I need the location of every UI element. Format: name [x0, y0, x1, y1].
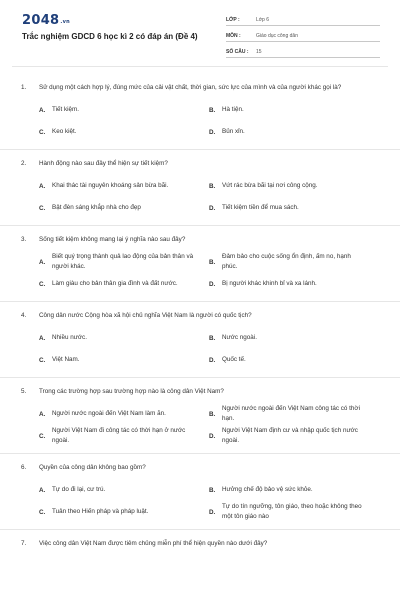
option-d[interactable]: [209, 425, 379, 447]
question-text: Việc công dân Việt Nam được tiêm chủng miễn phí thể hiện quyền nào dưới đây?: [39, 540, 268, 547]
meta-row-class: [226, 13, 380, 26]
option-text: Bị người khác khinh bỉ và xa lánh.: [222, 280, 317, 287]
site-logo[interactable]: [22, 13, 70, 28]
document-title: Trắc nghiệm GDCD 6 học kì 2 có đáp án (Đề 4): [22, 32, 198, 41]
option-letter: B.: [209, 486, 216, 494]
meta-label: MÔN :: [226, 33, 241, 39]
option-text: Người Việt Nam định cư và nhập quốc tịch nước ngoài.: [222, 427, 358, 444]
option-letter: D.: [209, 356, 216, 364]
option-d[interactable]: [209, 501, 379, 523]
meta-value: Giáo dục công dân: [256, 33, 298, 39]
question-number: 2.: [21, 160, 27, 167]
logo-sub-text: .vn: [60, 19, 71, 25]
option-text: Biết quý trọng thành quả lao động của bản thân và người khác.: [52, 253, 194, 270]
option-text: Hà tiện.: [222, 106, 244, 113]
option-letter: C.: [39, 508, 46, 516]
meta-value: Lớp 6: [256, 17, 270, 23]
option-b[interactable]: [209, 327, 379, 349]
option-text: Hưởng chế độ bảo vệ sức khỏe.: [222, 486, 313, 493]
option-letter: A.: [39, 410, 46, 418]
option-a[interactable]: [39, 251, 209, 273]
question-number: 6.: [21, 464, 27, 471]
option-a[interactable]: [39, 327, 209, 349]
option-letter: C.: [39, 204, 46, 212]
document-meta: [226, 13, 380, 61]
option-letter: C.: [39, 128, 46, 136]
question-1: [0, 74, 400, 149]
option-letter: B.: [209, 410, 216, 418]
question-text: Công dân nước Cộng hòa xã hội chủ nghĩa Việt Nam là người có quốc tịch?: [39, 312, 252, 319]
option-text: Người Việt Nam đi công tác có thời hạn ở nước ngoài.: [52, 427, 186, 444]
document-header: [0, 0, 400, 66]
option-text: Keo kiệt.: [52, 128, 77, 135]
question-text: Sống tiết kiệm không mang lại ý nghĩa nào sau đây?: [39, 236, 186, 243]
option-c[interactable]: [39, 121, 209, 143]
option-text: Tiết kiệm.: [52, 106, 80, 113]
meta-label: SỐ CÂU :: [226, 49, 249, 55]
option-c[interactable]: [39, 425, 209, 447]
option-letter: D.: [209, 128, 216, 136]
question-list: [0, 74, 400, 549]
option-letter: C.: [39, 280, 46, 288]
question-2: [0, 149, 400, 225]
option-letter: C.: [39, 356, 46, 364]
option-b[interactable]: [209, 251, 379, 273]
option-c[interactable]: [39, 349, 209, 371]
option-letter: D.: [209, 508, 216, 516]
option-text: Tiết kiệm tiền để mua sách.: [222, 204, 299, 211]
option-letter: D.: [209, 280, 216, 288]
option-letter: A.: [39, 106, 46, 114]
option-text: Vứt rác bừa bãi tại nơi công cộng.: [222, 182, 318, 189]
question-5: [0, 377, 400, 453]
option-b[interactable]: [209, 99, 379, 121]
meta-label: LỚP :: [226, 17, 240, 23]
option-letter: B.: [209, 258, 216, 266]
question-text: Sử dụng một cách hợp lý, đúng mức của cải vật chất, thời gian, sức lực của mình và của người khác gọi là?: [39, 84, 342, 91]
option-letter: B.: [209, 182, 216, 190]
option-letter: C.: [39, 432, 46, 440]
option-letter: D.: [209, 204, 216, 212]
option-d[interactable]: [209, 121, 379, 143]
option-text: Nước ngoài.: [222, 334, 257, 341]
option-text: Việt Nam.: [52, 356, 80, 363]
option-c[interactable]: [39, 501, 209, 523]
option-letter: A.: [39, 258, 46, 266]
option-text: Tự do tín ngưỡng, tôn giáo, theo hoặc không theo một tôn giáo nào: [222, 503, 362, 520]
option-b[interactable]: [209, 175, 379, 197]
logo-main-text: 2048: [22, 13, 60, 28]
question-3: [0, 225, 400, 301]
option-a[interactable]: [39, 403, 209, 425]
question-number: 4.: [21, 312, 27, 319]
question-text: Hành động nào sau đây thể hiện sự tiết kiệm?: [39, 160, 168, 167]
option-text: Khai thác tài nguyên khoáng sản bừa bãi.: [52, 182, 169, 189]
option-text: Tự do đi lại, cư trú.: [52, 486, 106, 493]
option-a[interactable]: [39, 479, 209, 501]
option-text: Tuân theo Hiến pháp và pháp luật.: [52, 508, 149, 515]
header-divider: [12, 66, 388, 67]
question-text: Quyền của công dân không bao gồm?: [39, 464, 146, 471]
option-b[interactable]: [209, 403, 379, 425]
option-d[interactable]: [209, 349, 379, 371]
meta-row-count: [226, 45, 380, 58]
question-6: [0, 453, 400, 529]
option-text: Bật đèn sáng khắp nhà cho đẹp: [52, 204, 141, 211]
question-number: 1.: [21, 84, 27, 91]
option-letter: B.: [209, 106, 216, 114]
option-text: Người nước ngoài đến Việt Nam làm ăn.: [52, 410, 166, 417]
option-c[interactable]: [39, 197, 209, 219]
option-b[interactable]: [209, 479, 379, 501]
option-text: Người nước ngoài đến Việt Nam công tác có thời hạn.: [222, 405, 360, 422]
meta-value: 15: [256, 49, 262, 55]
option-text: Quốc tế.: [222, 356, 246, 363]
option-letter: B.: [209, 334, 216, 342]
option-a[interactable]: [39, 175, 209, 197]
option-text: Bủn xỉn.: [222, 128, 245, 135]
option-d[interactable]: [209, 273, 379, 295]
meta-row-subject: [226, 29, 380, 42]
option-letter: D.: [209, 432, 216, 440]
option-letter: A.: [39, 334, 46, 342]
option-text: Đảm bảo cho cuộc sống ổn định, ấm no, hạnh phúc.: [222, 253, 351, 270]
question-text: Trong các trường hợp sau trường hợp nào là công dân Việt Nam?: [39, 388, 224, 395]
option-text: Nhiều nước.: [52, 334, 87, 341]
question-7: [0, 529, 400, 549]
question-number: 3.: [21, 236, 27, 243]
question-number: 5.: [21, 388, 27, 395]
question-number: 7.: [21, 540, 27, 547]
option-text: Làm giàu cho bản thân gia đình và đất nước.: [52, 280, 178, 287]
option-d[interactable]: [209, 197, 379, 219]
option-a[interactable]: [39, 99, 209, 121]
option-c[interactable]: [39, 273, 209, 295]
option-letter: A.: [39, 182, 46, 190]
question-4: [0, 301, 400, 377]
option-letter: A.: [39, 486, 46, 494]
